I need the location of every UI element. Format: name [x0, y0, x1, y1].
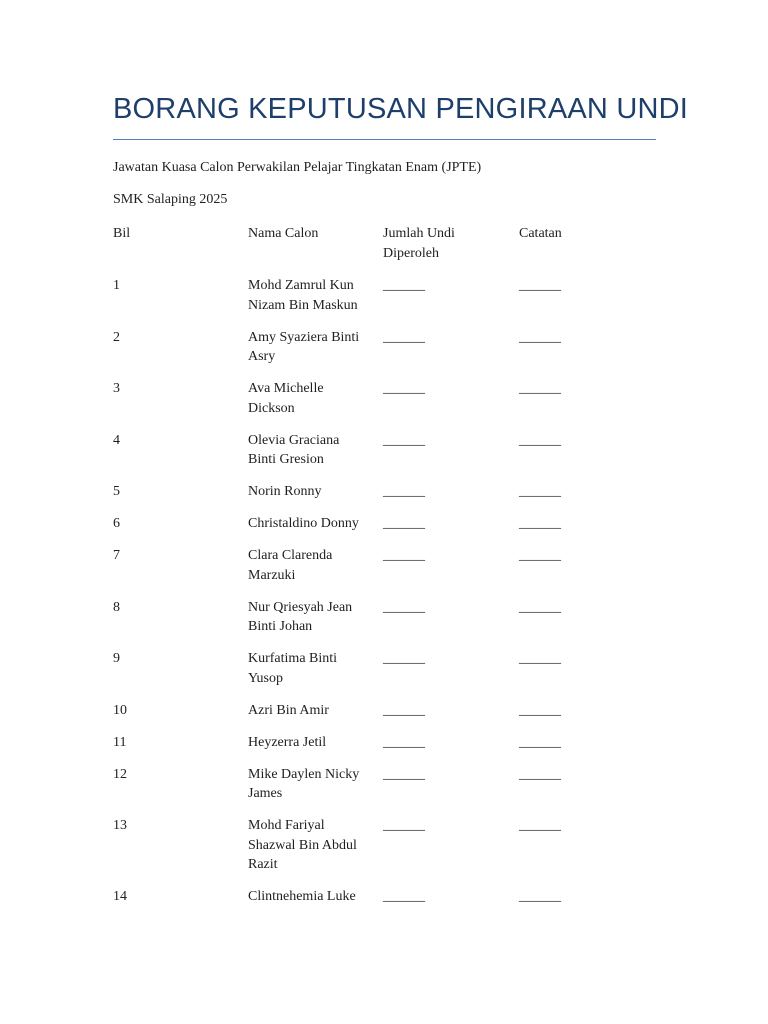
row-jumlah-undi-blank[interactable]: ______	[383, 278, 425, 293]
row-nama-calon	[248, 765, 383, 817]
header-catatan: Catatan	[519, 226, 562, 241]
row-nama-line: Nizam Bin Maskun	[248, 297, 358, 313]
row-bil: 5	[113, 484, 120, 499]
row-catatan-blank[interactable]: ______	[519, 702, 561, 718]
row-nama-line: Clara Clarenda	[248, 548, 333, 563]
row-nama-line: Nur Qriesyah Jean	[248, 599, 353, 615]
row-jumlah-undi-blank[interactable]: ______	[383, 889, 425, 904]
row-nama-line: Heyzerra Jetil	[248, 734, 327, 750]
row-nama-calon	[248, 546, 383, 598]
row-nama-line: Binti Johan	[248, 619, 313, 634]
table-row	[113, 598, 656, 650]
row-jumlah-undi-blank[interactable]: ______	[383, 548, 425, 563]
row-nama-line: Mohd Fariyal	[248, 818, 325, 833]
row-nama-calon	[248, 514, 383, 546]
row-catatan-blank[interactable]: ______	[519, 484, 561, 499]
row-jumlah-undi-blank[interactable]: ______	[383, 381, 425, 396]
row-catatan-blank[interactable]: ______	[519, 818, 561, 833]
row-nama-calon	[248, 649, 383, 701]
row-nama-calon	[248, 328, 383, 380]
row-nama-line: James	[248, 786, 283, 801]
row-jumlah-undi-blank[interactable]: ______	[383, 818, 425, 833]
table-row	[113, 701, 656, 733]
subtitle-position: Jawatan Kuasa Calon Perwakilan Pelajar Tingkatan Enam (JPTE)	[113, 160, 482, 175]
header-nama-calon: Nama Calon	[248, 226, 319, 241]
table-row	[113, 482, 656, 514]
table-row	[113, 887, 656, 919]
row-nama-calon	[248, 733, 383, 765]
row-jumlah-undi-blank[interactable]: ______	[383, 734, 425, 750]
row-bil: 13	[113, 818, 127, 833]
row-catatan-blank[interactable]: ______	[519, 889, 561, 904]
row-catatan-blank[interactable]: ______	[519, 278, 561, 293]
row-nama-line: Mike Daylen Nicky	[248, 766, 360, 782]
table-row	[113, 649, 656, 701]
row-nama-calon	[248, 887, 383, 919]
table-row	[113, 733, 656, 765]
header-jumlah-undi	[383, 224, 519, 276]
row-nama-line: Asry	[248, 349, 276, 364]
row-catatan-blank[interactable]: ______	[519, 734, 561, 750]
row-jumlah-undi-blank[interactable]: ______	[383, 516, 425, 531]
table-header-row	[113, 224, 656, 276]
results-table	[113, 224, 656, 919]
row-catatan-blank[interactable]: ______	[519, 599, 561, 615]
row-bil: 10	[113, 702, 127, 718]
row-nama-line: Christaldino Donny	[248, 516, 359, 531]
row-nama-line: Yusop	[248, 670, 284, 686]
row-catatan-blank[interactable]: ______	[519, 548, 561, 563]
row-bil: 6	[113, 516, 120, 531]
document-title: BORANG KEPUTUSAN PENGIRAAN UNDI	[113, 93, 689, 125]
row-nama-line: Marzuki	[248, 567, 296, 583]
title-underline	[113, 139, 656, 140]
row-nama-calon	[248, 431, 383, 483]
row-catatan-blank[interactable]: ______	[519, 432, 561, 448]
row-nama-line: Norin Ronny	[248, 484, 322, 499]
row-nama-line: Kurfatima Binti	[248, 651, 338, 666]
row-bil: 4	[113, 432, 120, 448]
row-nama-line: Dickson	[248, 400, 295, 416]
row-jumlah-undi-blank[interactable]: ______	[383, 432, 425, 448]
row-nama-line: Razit	[248, 857, 278, 872]
row-bil: 7	[113, 548, 120, 563]
row-bil: 14	[113, 889, 127, 904]
row-nama-line: Shazwal Bin Abdul	[248, 837, 357, 853]
row-jumlah-undi-blank[interactable]: ______	[383, 651, 425, 666]
row-bil: 3	[113, 381, 120, 396]
header-jumlah-line2: Diperoleh	[383, 245, 439, 261]
row-nama-calon	[248, 816, 383, 887]
row-nama-line: Binti Gresion	[248, 452, 324, 467]
header-jumlah-line1: Jumlah Undi	[383, 226, 455, 241]
row-nama-line: Clintnehemia Luke	[248, 889, 356, 904]
subtitle-school: SMK Salaping 2025	[113, 192, 228, 207]
header-bil: Bil	[113, 226, 131, 241]
row-nama-calon	[248, 482, 383, 514]
row-jumlah-undi-blank[interactable]: ______	[383, 484, 425, 499]
row-jumlah-undi-blank[interactable]: ______	[383, 766, 425, 782]
row-jumlah-undi-blank[interactable]: ______	[383, 702, 425, 718]
row-catatan-blank[interactable]: ______	[519, 516, 561, 531]
table-row	[113, 431, 656, 483]
row-catatan-blank[interactable]: ______	[519, 651, 561, 666]
row-bil: 8	[113, 599, 120, 615]
row-catatan-blank[interactable]: ______	[519, 329, 561, 345]
row-nama-line: Olevia Graciana	[248, 432, 340, 448]
row-nama-calon	[248, 276, 383, 328]
row-nama-line: Ava Michelle	[248, 381, 324, 396]
table-row	[113, 546, 656, 598]
table-row	[113, 328, 656, 380]
row-jumlah-undi-blank[interactable]: ______	[383, 599, 425, 615]
row-bil: 9	[113, 651, 120, 666]
row-catatan-blank[interactable]: ______	[519, 381, 561, 396]
row-bil: 2	[113, 329, 120, 345]
row-bil: 1	[113, 278, 120, 293]
table-row	[113, 765, 656, 817]
row-nama-calon	[248, 379, 383, 431]
row-bil: 12	[113, 766, 127, 782]
row-nama-calon	[248, 598, 383, 650]
row-jumlah-undi-blank[interactable]: ______	[383, 329, 425, 345]
row-nama-line: Mohd Zamrul Kun	[248, 278, 354, 293]
table-row	[113, 816, 656, 887]
table-row	[113, 514, 656, 546]
row-nama-line: Azri Bin Amir	[248, 702, 329, 718]
row-nama-line: Amy Syaziera Binti	[248, 329, 360, 345]
row-bil: 11	[113, 734, 127, 750]
table-row	[113, 379, 656, 431]
table-body	[113, 276, 656, 919]
table-row	[113, 276, 656, 328]
row-nama-calon	[248, 701, 383, 733]
row-catatan-blank[interactable]: ______	[519, 766, 561, 782]
